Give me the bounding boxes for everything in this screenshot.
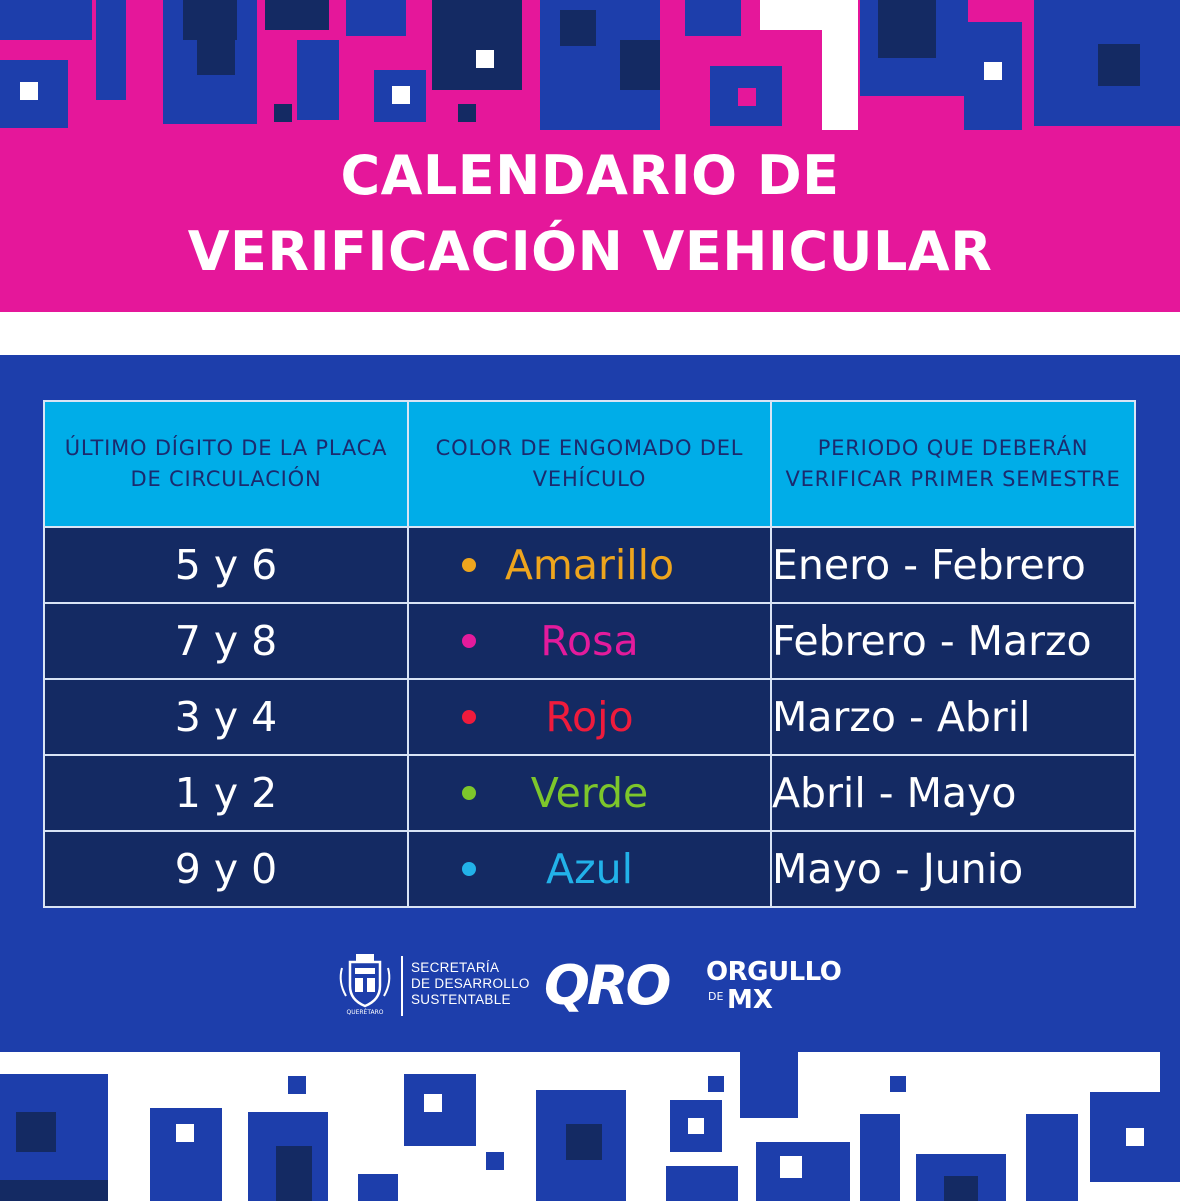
pattern-square	[183, 0, 237, 40]
qro-logo: QRO	[544, 954, 669, 1017]
period-cell: Marzo - Abril	[771, 679, 1135, 755]
pattern-square	[16, 1112, 56, 1152]
pattern-square	[346, 0, 406, 36]
sticker-color-label: Verde	[530, 769, 649, 817]
period-cell: Enero - Febrero	[771, 527, 1135, 603]
pattern-square	[288, 1076, 306, 1094]
pattern-square	[432, 0, 522, 90]
sticker-color-label: Rosa	[540, 617, 639, 665]
title-line-2: VERIFICACIÓN VEHICULAR	[187, 220, 993, 283]
pattern-square	[822, 0, 858, 130]
pattern-square	[685, 0, 741, 36]
color-dot-icon	[462, 634, 476, 648]
pattern-square	[458, 104, 476, 122]
page-title	[0, 138, 1180, 290]
period-cell: Mayo - Junio	[771, 831, 1135, 907]
pattern-square	[860, 1114, 900, 1201]
color-dot-icon	[462, 558, 476, 572]
pattern-square	[358, 1174, 398, 1201]
crest-caption: QUERÉTARO	[346, 1009, 384, 1016]
sticker-color-label: Rojo	[545, 693, 634, 741]
footer-logos	[0, 950, 1180, 1030]
pattern-square	[1098, 44, 1140, 86]
pattern-square	[424, 1094, 442, 1112]
pattern-square	[890, 1076, 906, 1092]
bottom-pattern-band	[0, 1052, 1180, 1201]
pattern-square	[0, 1180, 108, 1201]
plate-digits-cell: 1 y 2	[44, 755, 408, 831]
pattern-square	[620, 40, 660, 90]
color-dot-icon	[462, 862, 476, 876]
pattern-square	[20, 82, 38, 100]
pattern-square	[738, 88, 756, 106]
pattern-square	[984, 62, 1002, 80]
secretaria-line-1: SECRETARÍA	[411, 960, 500, 975]
sticker-color-cell	[408, 603, 771, 679]
period-cell: Febrero - Marzo	[771, 603, 1135, 679]
table-header-row	[44, 401, 1135, 527]
table-row	[44, 679, 1135, 755]
pattern-square	[265, 0, 329, 30]
pattern-square	[566, 1124, 602, 1160]
pattern-square	[96, 0, 126, 100]
pattern-square	[276, 1146, 312, 1201]
plate-digits-cell: 5 y 6	[44, 527, 408, 603]
sticker-color-label: Amarillo	[504, 541, 675, 589]
queretaro-crest-icon	[336, 952, 394, 1016]
pattern-square	[756, 1142, 850, 1201]
color-dot-icon	[462, 786, 476, 800]
slogan-orgullo: ORGULLO	[706, 957, 842, 987]
pattern-square	[780, 1156, 802, 1178]
pattern-square	[274, 104, 292, 122]
pattern-square	[878, 0, 936, 58]
header-sticker-color: COLOR DE ENGOMADO DEL VEHÍCULO	[408, 401, 771, 527]
logo-divider	[401, 956, 403, 1016]
pattern-square	[0, 0, 92, 40]
pattern-square	[688, 1118, 704, 1134]
secretaria-label	[411, 960, 530, 1008]
secretaria-line-2: DE DESARROLLO	[411, 976, 530, 991]
sticker-color-label: Azul	[546, 845, 633, 893]
sticker-color-cell	[408, 831, 771, 907]
table-row	[44, 603, 1135, 679]
title-line-1: CALENDARIO DE	[340, 144, 840, 207]
slogan-de: DE	[708, 990, 724, 1003]
pattern-square	[560, 10, 596, 46]
pattern-square	[1160, 1052, 1180, 1092]
pattern-square	[666, 1166, 738, 1201]
calendar-panel	[0, 355, 1180, 1052]
pattern-square	[708, 1076, 724, 1092]
plate-digits-cell: 9 y 0	[44, 831, 408, 907]
header-period: PERIODO QUE DEBERÁN VERIFICAR PRIMER SEMESTRE	[771, 401, 1135, 527]
pattern-square	[392, 86, 410, 104]
table-row	[44, 527, 1135, 603]
pattern-square	[476, 50, 494, 68]
pattern-square	[150, 1108, 222, 1201]
sticker-color-cell	[408, 527, 771, 603]
table-row	[44, 755, 1135, 831]
pattern-square	[632, 1052, 700, 1092]
calendar-table	[43, 400, 1136, 908]
plate-digits-cell: 7 y 8	[44, 603, 408, 679]
secretaria-line-3: SUSTENTABLE	[411, 992, 511, 1007]
header-plate-digit: ÚLTIMO DÍGITO DE LA PLACA DE CIRCULACIÓN	[44, 401, 408, 527]
sticker-color-cell	[408, 755, 771, 831]
sticker-color-cell	[408, 679, 771, 755]
slogan-mx: MX	[727, 985, 773, 1015]
pattern-square	[486, 1152, 504, 1170]
pattern-square	[1126, 1128, 1144, 1146]
pattern-square	[176, 1124, 194, 1142]
pattern-square	[197, 37, 235, 75]
pattern-square	[740, 1052, 798, 1118]
color-dot-icon	[462, 710, 476, 724]
plate-digits-cell: 3 y 4	[44, 679, 408, 755]
period-cell: Abril - Mayo	[771, 755, 1135, 831]
pattern-square	[297, 40, 339, 120]
table-row	[44, 831, 1135, 907]
pattern-square	[1026, 1114, 1078, 1201]
pattern-square	[944, 1176, 978, 1201]
pattern-square	[760, 0, 830, 30]
